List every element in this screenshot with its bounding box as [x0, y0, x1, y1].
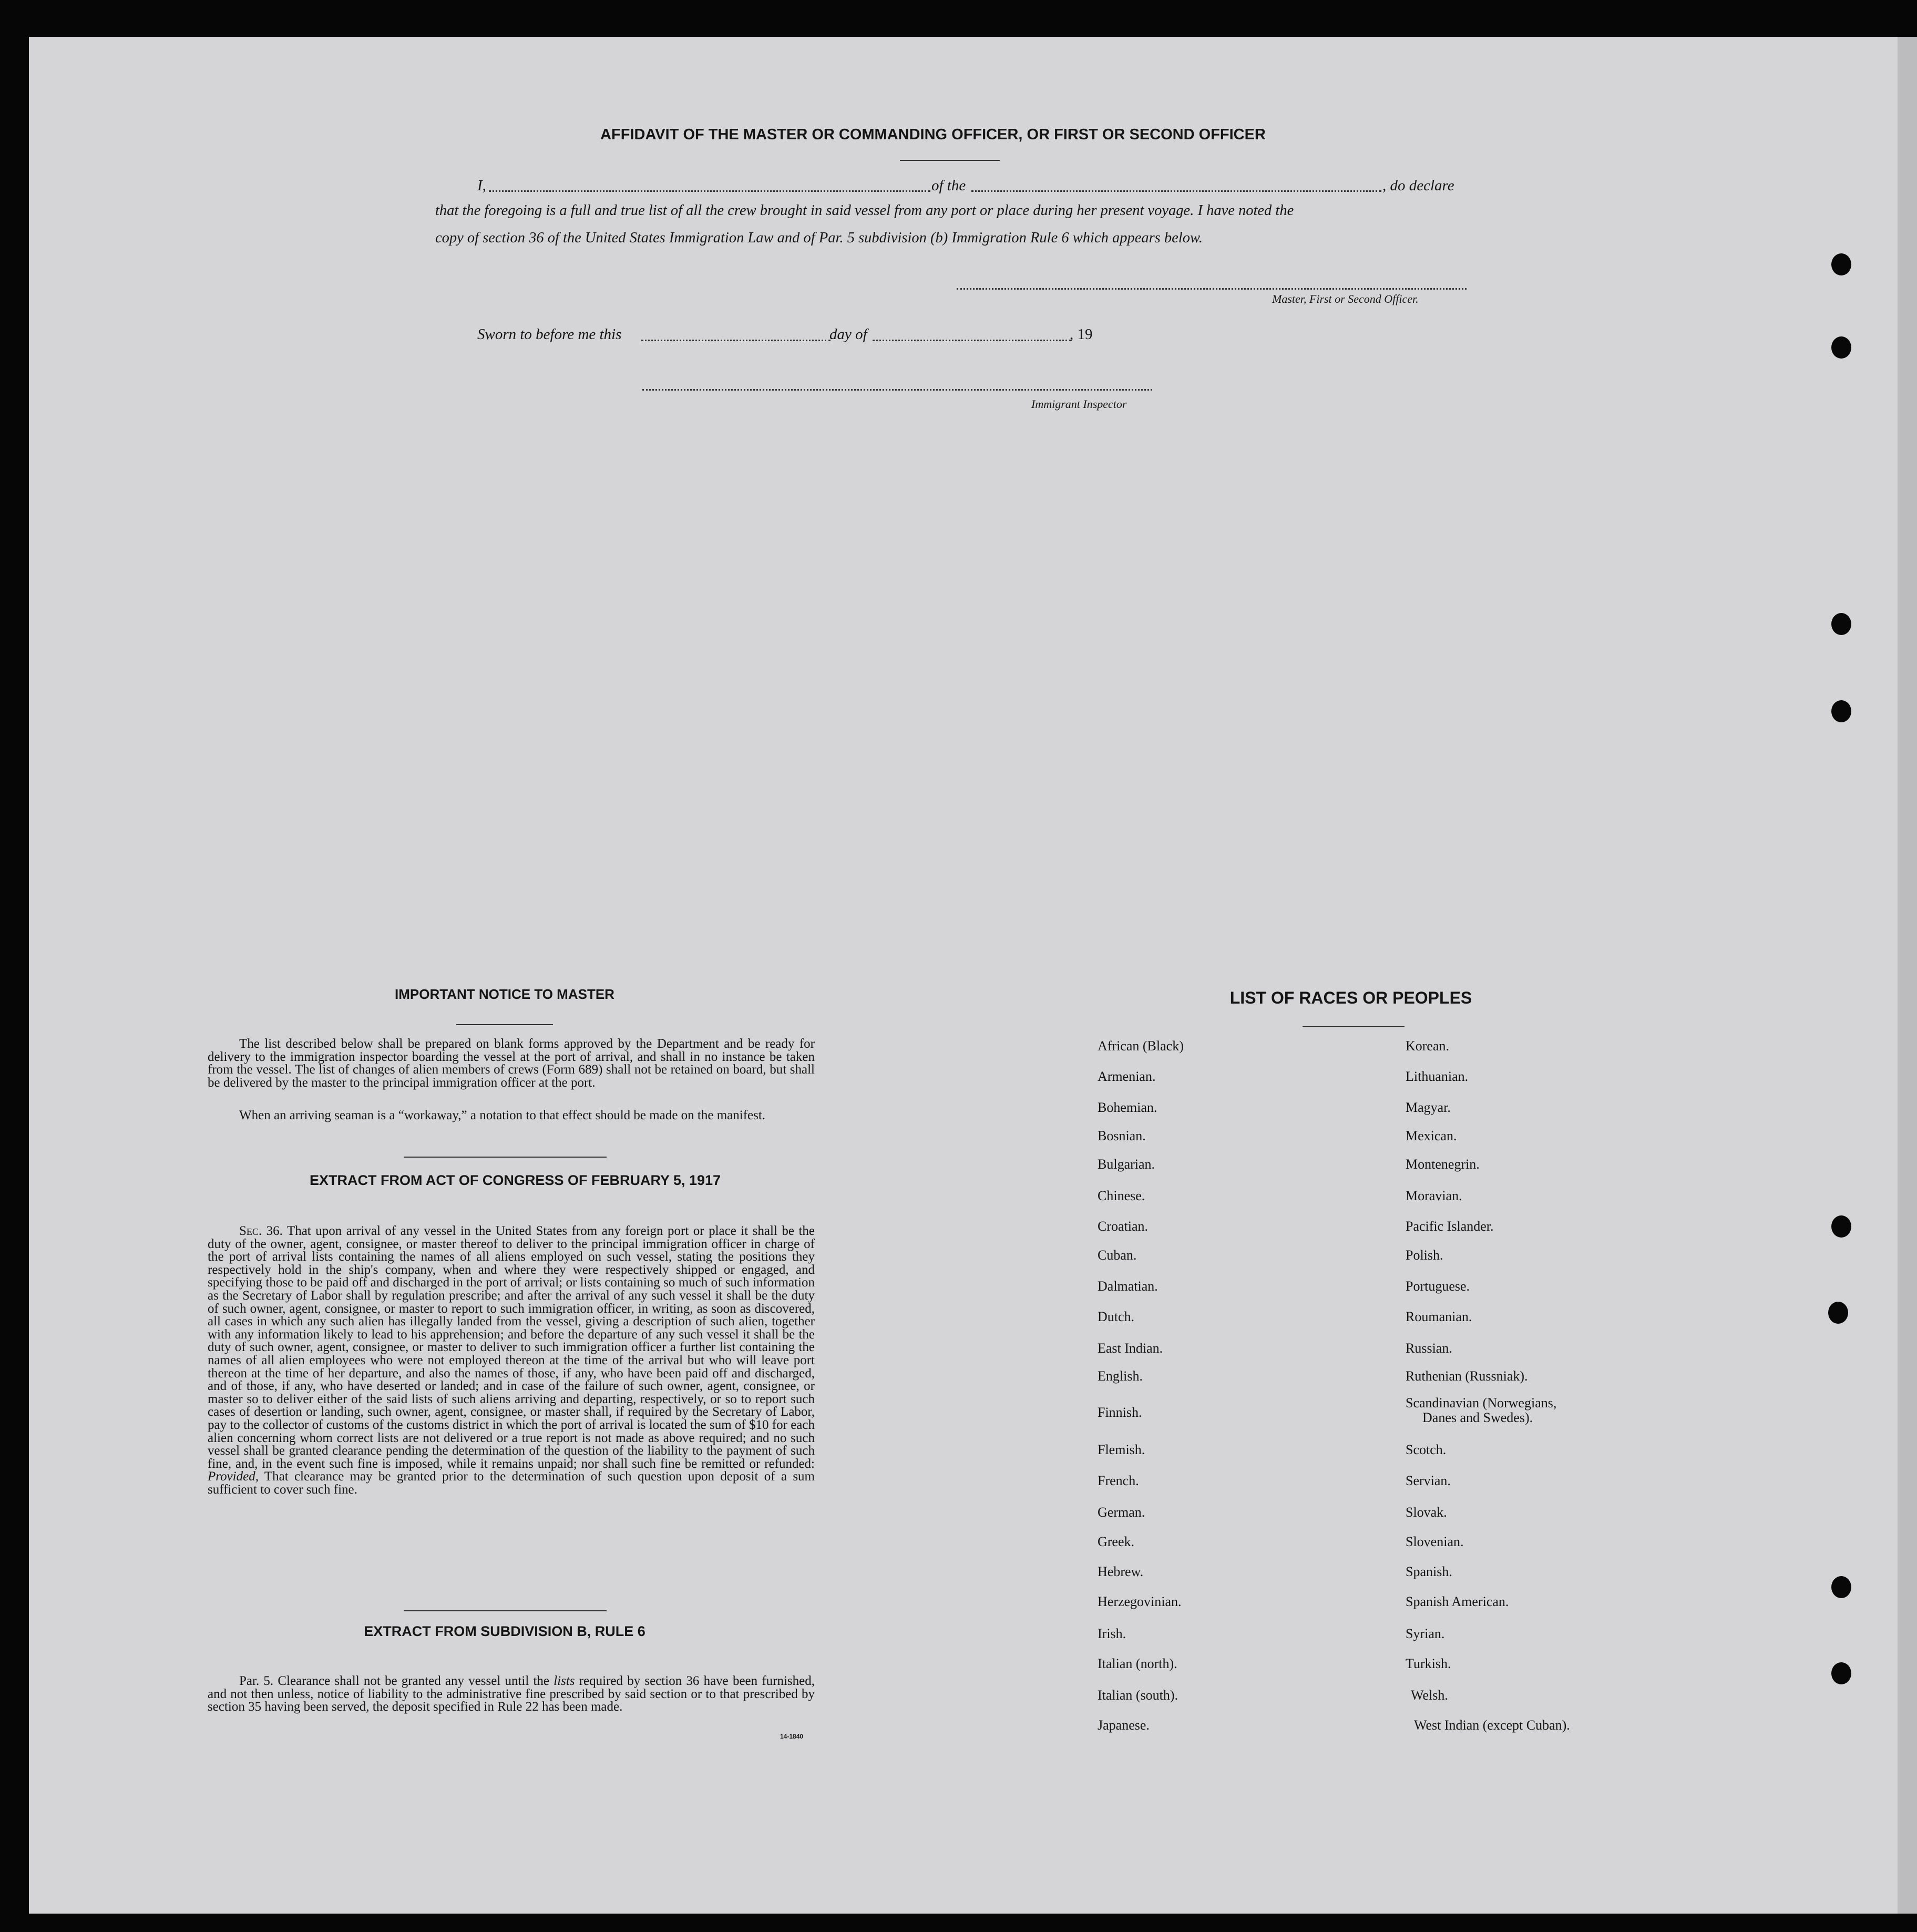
form-number: 14-1840: [780, 1733, 804, 1740]
race-item: Syrian.: [1406, 1626, 1445, 1641]
race-item: Scandinavian (Norwegians,: [1406, 1395, 1557, 1410]
binder-hole: [1831, 613, 1851, 635]
race-item: East Indian.: [1098, 1341, 1163, 1356]
act-section-36-text: [208, 1225, 815, 1496]
rule6-paragraph: [208, 1675, 815, 1714]
binder-hole: [1831, 253, 1851, 275]
race-item: Herzegovinian.: [1098, 1594, 1182, 1609]
race-item: Bohemian.: [1098, 1100, 1157, 1115]
race-item: Italian (north).: [1098, 1656, 1177, 1671]
races-title-rule: [1303, 1026, 1405, 1027]
race-item: Japanese.: [1098, 1718, 1150, 1733]
race-item: Slovak.: [1406, 1505, 1447, 1520]
race-item: Danes and Swedes).: [1422, 1410, 1533, 1425]
act-body-end: That clearance may be granted prior to the determination of such question upon deposit of a sum sufficient to cover such fine.: [208, 1469, 815, 1497]
race-item: Turkish.: [1406, 1656, 1451, 1671]
affidavit-title: AFFIDAVIT OF THE MASTER OR COMMANDING OFFICER, OR FIRST OR SECOND OFFICER: [600, 126, 1266, 143]
race-item: West Indian (except Cuban).: [1414, 1718, 1570, 1733]
race-item: Korean.: [1406, 1038, 1450, 1054]
binder-hole: [1831, 1662, 1851, 1684]
sec-label: Sec.: [239, 1224, 262, 1238]
binder-hole: [1831, 1576, 1851, 1598]
notice-title-rule: [456, 1024, 553, 1025]
act-body: 36. That upon arrival of any vessel in the United States from any foreign port or place it shall be the duty of the owner, agent, consignee, or master thereof to deliver to the principal immigration officer in charge of the port of arrival lists containing the names of all aliens employed on such vessel, stating the positions they respectively hold in the ship's company, when and where they were respectively shipped or engaged, and specifying those to be paid off and discharged in the port of arrival; or lists containing so much of such information as the Secretary of Labor shall by regulation prescribe; and after the arrival of any such vessel it shall be the duty of such owner, agent, consignee, or master to report to such immigration officer, in writing, as soon as discovered, all cases in which any such alien has illegally landed from the vessel, giving a description of such alien, together with any information likely to lead to his apprehension; and before the departure of any such vessel it shall be the duty of such owner, agent, consignee, or master to deliver to such immigration officer a further list containing the names of all alien employees who were not employed thereon at the time of the arrival but who will leave port thereon at the time of her departure, and also the names of those, if any, who have been paid off and discharged, and of those, if any, who have deserted or landed; and in case of the failure of such owner, agent, consignee, or master so to deliver either of the said lists of such aliens arriving and departing, respectively, or so to report such cases of desertion or landing, such owner, agent, consignee, or master shall, if required by the Secretary of Labor, pay to the collector of customs of the customs district in which the port of arrival is located the sum of $10 for each alien concerning whom correct lists are not delivered or a true report is not made as above required; and no such vessel shall be granted clearance pending the determination of the question of the liability to the payment of such fine, and, in the event such fine is imposed, while it remains unpaid; nor shall such fine be remitted or refunded:: [208, 1224, 815, 1471]
race-item: Flemish.: [1098, 1442, 1145, 1457]
race-item: Bosnian.: [1098, 1128, 1146, 1143]
affidavit-i-label: I,: [477, 177, 486, 194]
master-signature-field[interactable]: [957, 288, 1467, 290]
race-item: Magyar.: [1406, 1100, 1451, 1115]
race-item: Chinese.: [1098, 1188, 1145, 1203]
affidavit-line-2: that the foregoing is a full and true list of all the crew brought in said vessel from any port or place during her present voyage. I have noted the: [435, 202, 1294, 219]
affidavit-do-declare: , do declare: [1382, 177, 1454, 194]
race-item: Russian.: [1406, 1341, 1452, 1356]
binder-hole: [1831, 336, 1851, 359]
race-item: Irish.: [1098, 1626, 1126, 1641]
sheet-edge-strip: [1898, 37, 1917, 1914]
sworn-day-field[interactable]: [641, 340, 831, 341]
race-item: Polish.: [1406, 1248, 1443, 1263]
notice-title: IMPORTANT NOTICE TO MASTER: [395, 986, 614, 1002]
races-title: LIST OF RACES OR PEOPLES: [1229, 988, 1472, 1007]
race-item: Slovenian.: [1406, 1534, 1464, 1549]
race-item: Armenian.: [1098, 1069, 1156, 1084]
rule6-text-a: Par. 5. Clearance shall not be granted any vessel until the: [239, 1674, 550, 1688]
race-item: Hebrew.: [1098, 1564, 1144, 1579]
race-item: Pacific Islander.: [1406, 1219, 1494, 1234]
inspector-signature-field[interactable]: [642, 389, 1152, 391]
vessel-name-field[interactable]: [971, 190, 1381, 192]
race-item: Mexican.: [1406, 1128, 1457, 1143]
race-item: French.: [1098, 1473, 1139, 1488]
binder-hole: [1831, 700, 1851, 722]
race-item: Spanish American.: [1406, 1594, 1509, 1609]
binder-hole: [1828, 1302, 1848, 1324]
inspector-label: Immigrant Inspector: [1031, 397, 1127, 411]
notice-paragraph-2: When an arriving seaman is a “workaway,” a notation to that effect should be made on the manifest.: [239, 1108, 766, 1122]
race-item: Portuguese.: [1406, 1279, 1470, 1294]
binder-hole: [1831, 1215, 1851, 1238]
race-item: Montenegrin.: [1406, 1157, 1480, 1172]
race-item: Spanish.: [1406, 1564, 1452, 1579]
rule6-text-b: required by section 36 have been furnished, and not then unless, notice of liability to the administrative fine prescribed by said section or to that prescribed by section 35 having been served, the deposit specified in Rule 22 has been made.: [208, 1674, 815, 1714]
race-item: Welsh.: [1411, 1688, 1448, 1703]
act-extract-title: EXTRACT FROM ACT OF CONGRESS OF FEBRUARY 5, 1917: [309, 1172, 721, 1188]
sworn-month-field[interactable]: [873, 340, 1071, 341]
rule6-divider-rule: [404, 1610, 607, 1611]
race-item: Cuban.: [1098, 1248, 1137, 1263]
race-item: Scotch.: [1406, 1442, 1447, 1457]
rule6-extract-title: EXTRACT FROM SUBDIVISION B, RULE 6: [364, 1623, 645, 1639]
race-item: English.: [1098, 1368, 1143, 1384]
race-item: Italian (south).: [1098, 1688, 1178, 1703]
race-item: Greek.: [1098, 1534, 1135, 1549]
year-label: , 19: [1070, 326, 1093, 343]
sworn-label: Sworn to before me this: [477, 326, 622, 343]
race-item: African (Black): [1098, 1038, 1184, 1054]
race-item: Servian.: [1406, 1473, 1451, 1488]
race-item: Lithuanian.: [1406, 1069, 1469, 1084]
race-item: Moravian.: [1406, 1188, 1462, 1203]
affidavit-of-the-label: of the: [931, 177, 966, 194]
affidavit-line-3: copy of section 36 of the United States Immigration Law and of Par. 5 subdivision (b) Immigration Rule 6 which appears below.: [435, 230, 1203, 246]
race-item: Bulgarian.: [1098, 1157, 1155, 1172]
race-item: Croatian.: [1098, 1219, 1149, 1234]
master-signature-label: Master, First or Second Officer.: [1272, 292, 1419, 305]
notice-paragraph-1: The list described below shall be prepared on blank forms approved by the Department and be ready for delivery to the immigration inspector boarding the vessel at the port of arrival, and shall in no instance be taken from the vessel. The list of changes of alien members of crews (Form 689) shall not be retained on board, but shall be delivered by the master to the principal immigration officer at the port.: [208, 1037, 815, 1090]
race-item: Ruthenian (Russniak).: [1406, 1368, 1528, 1384]
affidavit-title-rule: [900, 160, 1000, 161]
race-item: Dutch.: [1098, 1309, 1135, 1324]
master-name-field[interactable]: [489, 190, 930, 192]
race-item: German.: [1098, 1505, 1145, 1520]
day-of-label: day of: [829, 326, 867, 343]
race-item: Roumanian.: [1406, 1309, 1472, 1324]
race-item: Dalmatian.: [1098, 1279, 1158, 1294]
provided-label: Provided,: [208, 1469, 259, 1484]
act-divider-rule: [404, 1157, 607, 1158]
race-item: Finnish.: [1098, 1405, 1142, 1420]
lists-label: lists: [553, 1674, 575, 1688]
